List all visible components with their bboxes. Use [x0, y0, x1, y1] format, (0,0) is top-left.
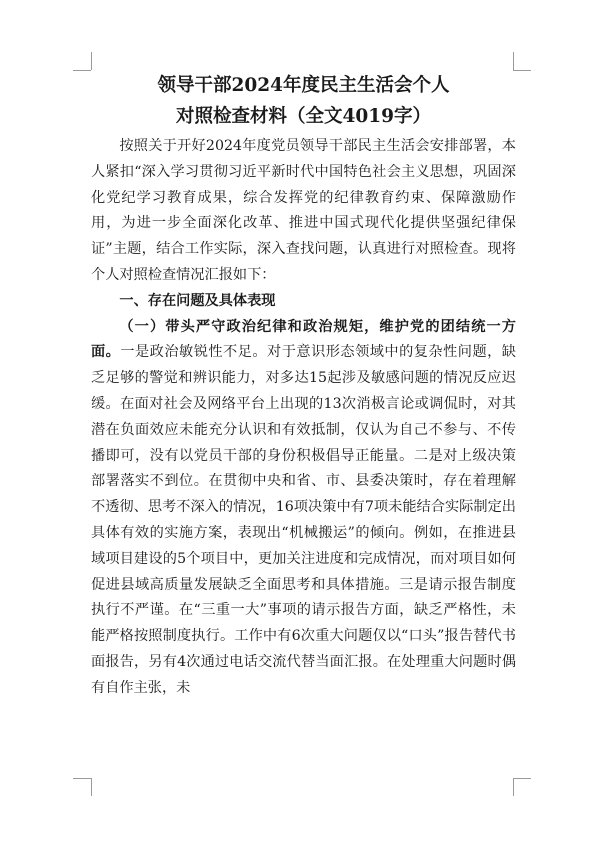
- section-heading: 一、存在问题及具体表现: [119, 292, 276, 309]
- subsection-body: 一是政治敏锐性不足。对于意识形态领域中的复杂性问题，缺乏足够的警觉和辨识能力，对多达15起涉及敏感问题的情况反应迟缓。在面对社会及网络平台上出现的13次消极言论或调侃时，对其潜在负面效应未能充分认识和有效抵制，仅认为自己不参与、不传播即可，没有以党员干部的身份积极倡导正能量。二是对上级决策部署落实不到位。在贯彻中央和省、市、县委决策时，存在着理解不透彻、思考不深入的情况，16项决策中有7项未能结合实际制定出具体有效的实施方案，表现出“机械搬运”的倾向。例如，在推进县域项目建设的5个项目中，更加关注进度和完成情况，而对项目如何促进县域高质量发展缺乏全面思考和具体措施。三是请示报告制度执行不严谨。在“三重一大”事项的请示报告方面，缺乏严格性，未能严格按照制度执行。工作中有6次重大问题仅以“口头”报告替代书面报告，另有4次通过电话交流代替当面汇报。在处理重大问题时偶有自作主张，未: [91, 344, 516, 696]
- intro-paragraph: 按照关于开好2024年度党员领导干部民主生活会安排部署，本人紧扣“深入学习贯彻习近平新时代中国特色社会主义思想，巩固深化党纪学习教育成果，综合发挥党的纪律教育约束、保障激励作用，为进一步全面深化改革、推进中国式现代化提供坚强纪律保证”主题，结合工作实际，深入查找问题，认真进行对照检查。现将个人对照检查情况汇报如下：: [91, 138, 516, 283]
- document-page: [91, 70, 516, 702]
- subsection-paragraph: [91, 315, 516, 702]
- subsection-heading: （一）带头严守政治纪律和政治规矩，维护党的团结统一方面。: [91, 318, 516, 361]
- document-body: [91, 132, 516, 702]
- document-title-line-1: 领导干部2024年度民主生活会个人: [157, 75, 450, 96]
- document-title-line-2: 对照检查材料（全文4019字）: [176, 106, 431, 127]
